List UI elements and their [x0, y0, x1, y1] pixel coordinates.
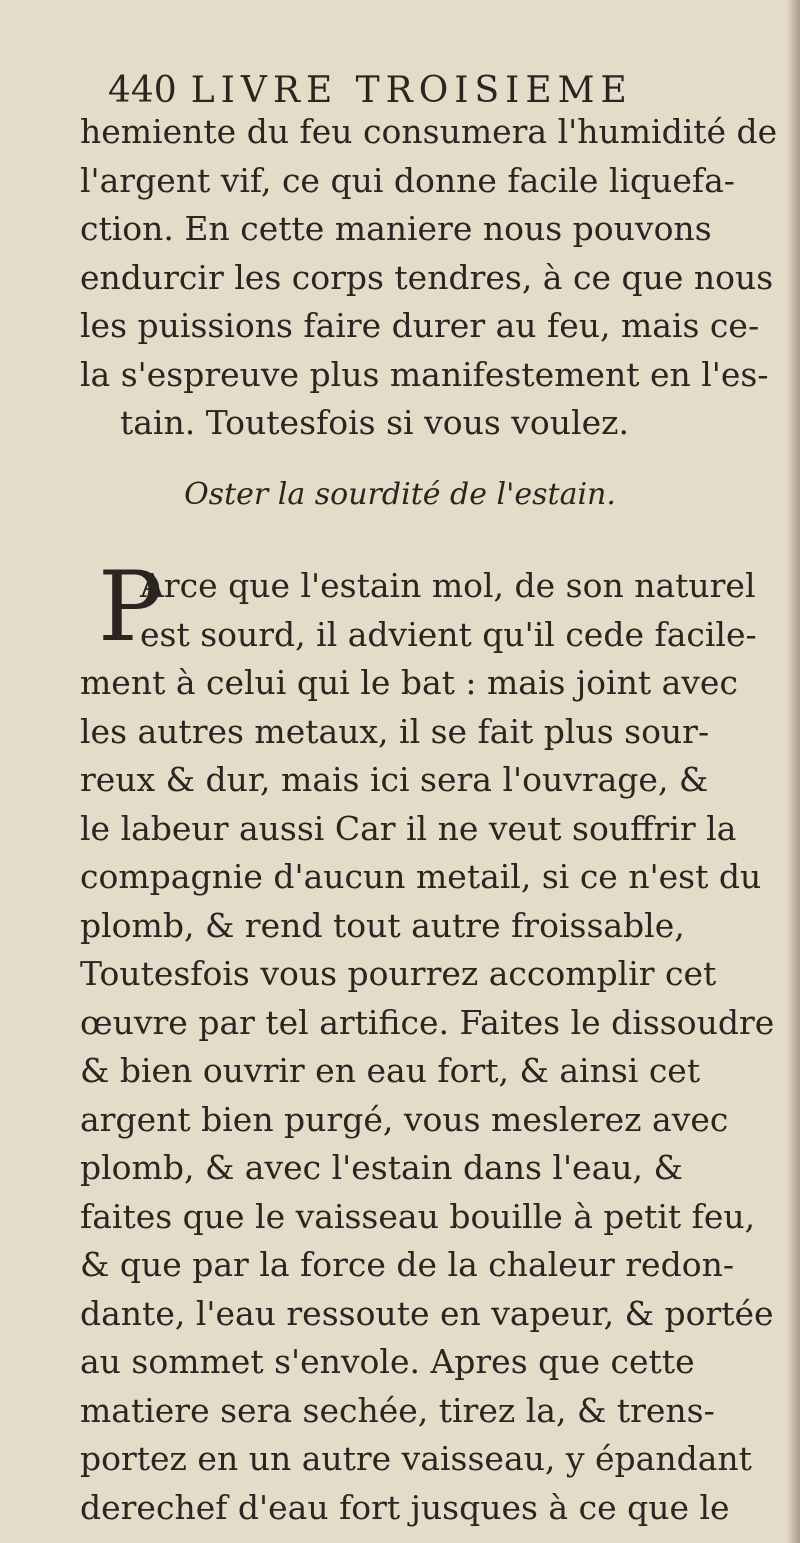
page-edge-shadow — [786, 0, 800, 1543]
text-line: œuvre par tel artifice. Faites le dissoudre — [80, 1002, 775, 1042]
section-heading: Oster la sourdité de l'estain. — [184, 477, 616, 512]
text-line: endurcir les corps tendres, à ce que nous — [80, 257, 774, 297]
section-paragraph — [80, 551, 775, 1532]
running-title: LIVRE TROISIEME — [190, 70, 633, 111]
text-line: la s'espreuve plus manifestement en l'es- — [80, 354, 769, 394]
top-paragraph — [80, 108, 778, 448]
text-line: portez en un autre vaisseau, y épandant — [80, 1439, 752, 1478]
drop-cap: P — [98, 551, 163, 663]
text-line: & bien ouvrir en eau fort, & ainsi cet — [80, 1051, 701, 1090]
text-line: tain. Toutesfois si vous voulez. — [120, 403, 629, 442]
text-line: l'argent vif, ce qui donne facile liquefa- — [80, 160, 735, 200]
text-line: plomb, & avec l'estain dans l'eau, & — [80, 1148, 683, 1187]
text-line: est sourd, il advient qu'il cede facile- — [140, 614, 757, 654]
text-line: les puissions faire durer au feu, mais ce- — [80, 306, 760, 345]
text-line: & que par la force de la chaleur redon- — [80, 1245, 734, 1284]
text-line: dante, l'eau ressoute en vapeur, & portée — [80, 1293, 774, 1333]
text-line: reux & dur, mais ici sera l'ouvrage, & — [80, 760, 709, 799]
text-line: au sommet s'envole. Apres que cette — [80, 1342, 695, 1381]
page-number: 440 — [108, 70, 177, 111]
text-line: compagnie d'aucun metail, si ce n'est du — [80, 857, 762, 896]
text-line: le labeur aussi Car il ne veut souffrir la — [80, 808, 737, 848]
text-line: Arce que l'estain mol, de son naturel — [140, 566, 756, 605]
text-line: derechef d'eau fort jusques à ce que le — [80, 1487, 730, 1527]
text-line: plomb, & rend tout autre froissable, — [80, 905, 685, 945]
text-line: ction. En cette maniere nous pouvons — [80, 209, 712, 248]
text-line: Toutesfois vous pourrez accomplir cet — [80, 954, 717, 993]
text-line: hemiente du feu consumera l'humidité de — [80, 112, 778, 151]
text-line: les autres metaux, il se fait plus sour- — [80, 711, 710, 751]
text-line: faites que le vaisseau bouille à petit feu, — [80, 1196, 756, 1236]
text-line: matiere sera sechée, tirez la, & trens- — [80, 1390, 715, 1430]
text-line: ment à celui qui le bat : mais joint avec — [80, 663, 738, 702]
text-line: argent bien purgé, vous meslerez avec — [80, 1099, 729, 1139]
